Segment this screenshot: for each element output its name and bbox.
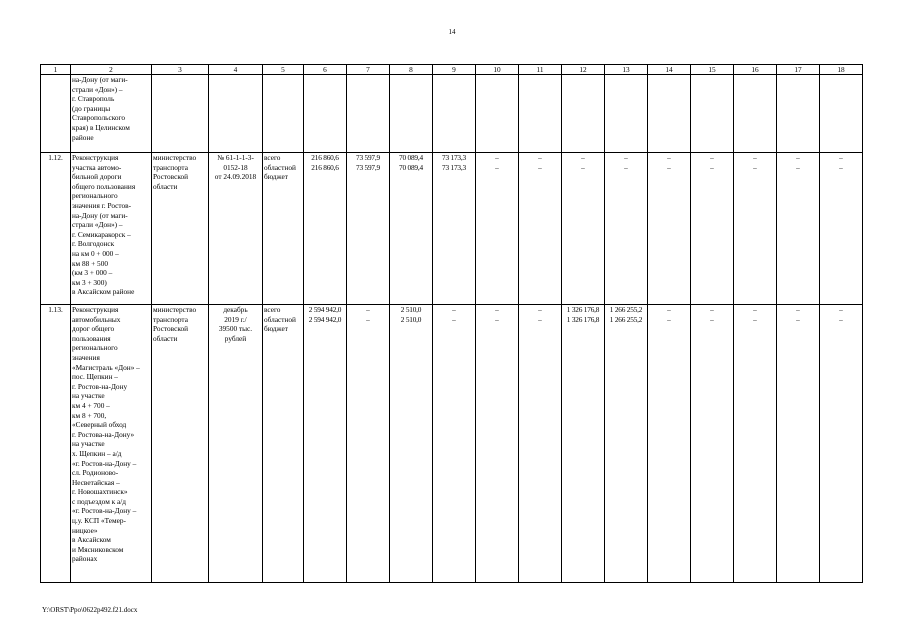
cell-num: 1.13.	[41, 305, 71, 583]
cell-value-15: – –	[691, 305, 734, 583]
cell-source: всего областной бюджет	[263, 153, 304, 305]
cell-value-8: 2 510,0 2 510,0	[390, 305, 433, 583]
cell-object-name: Реконструкция участка автомо- бильной дороги общего пользования регионального значения г. Ростов- на-Дону (от маги- страли «Дон») – г. Семикаракорск – г. Волгодонск на км 0 + 000 – км 88 + 500 (км 3 + 000 – км 3 + 300) в Аксайском районе	[71, 153, 152, 305]
header-cell: 4	[209, 65, 263, 75]
cell-value	[390, 75, 433, 153]
cell-value-9: – –	[433, 305, 476, 583]
cell-value	[476, 75, 519, 153]
cell-value-6: 216 860,6 216 860,6	[304, 153, 347, 305]
header-cell: 10	[476, 65, 519, 75]
header-cell: 16	[734, 65, 777, 75]
cell-object-name: на-Дону (от маги- страли «Дон») – г. Ставрополь (до границы Ставропольского края) в Целинском районе	[71, 75, 152, 153]
cell-value-6: 2 594 942,0 2 594 942,0	[304, 305, 347, 583]
cell-value	[347, 75, 390, 153]
cell-value	[433, 75, 476, 153]
header-cell: 1	[41, 65, 71, 75]
cell-value	[734, 75, 777, 153]
header-cell: 6	[304, 65, 347, 75]
header-cell: 9	[433, 65, 476, 75]
cell-source	[263, 75, 304, 153]
cell-doc	[209, 75, 263, 153]
header-row	[41, 65, 863, 75]
cell-value	[691, 75, 734, 153]
header-cell: 2	[71, 65, 152, 75]
cell-value	[820, 75, 863, 153]
cell-value-10: – –	[476, 305, 519, 583]
cell-value-11: – –	[519, 305, 562, 583]
cell-value	[304, 75, 347, 153]
cell-value-15: – –	[691, 153, 734, 305]
header-cell: 17	[777, 65, 820, 75]
cell-doc: № 61-1-1-3- 0152-18 от 24.09.2018	[209, 153, 263, 305]
table-row-1-12	[41, 153, 863, 305]
cell-value-17: – –	[777, 153, 820, 305]
cell-source: всего областной бюджет	[263, 305, 304, 583]
header-cell: 8	[390, 65, 433, 75]
header-cell: 12	[562, 65, 605, 75]
cell-value-10: – –	[476, 153, 519, 305]
cell-value-16: – –	[734, 153, 777, 305]
cell-value-12: 1 326 176,8 1 326 176,8	[562, 305, 605, 583]
cell-value-11: – –	[519, 153, 562, 305]
cell-object-name: Реконструкция автомобильных дорог общего пользования регионального значения «Магистраль «Дон» – пос. Щепкин – г. Ростов-на-Дону на участке км 4 + 700 – км 8 + 700, «Северный обход г. Ростова-на-Дону» на участке х. Щепкин – а/д «г. Ростов-на-Дону – сл. Родионово- Несветайская – г. Новошахтинск» с подъездом к а/д «г. Ростов-на-Дону – ц.у. КСП «Темер- ницкое» в Аксайском и Мясниковском районах	[71, 305, 152, 583]
cell-value-9: 73 173,3 73 173,3	[433, 153, 476, 305]
cell-value-13: – –	[605, 153, 648, 305]
cell-doc: декабрь 2019 г./ 39500 тыс. рублей	[209, 305, 263, 583]
cell-value-7: 73 597,9 73 597,9	[347, 153, 390, 305]
header-cell: 5	[263, 65, 304, 75]
header-cell: 11	[519, 65, 562, 75]
cell-agency	[152, 75, 209, 153]
header-cell: 15	[691, 65, 734, 75]
table-row-continuation	[41, 75, 863, 153]
budget-table	[40, 64, 863, 583]
cell-num	[41, 75, 71, 153]
cell-value	[648, 75, 691, 153]
cell-value	[562, 75, 605, 153]
cell-value	[519, 75, 562, 153]
cell-value-7: – –	[347, 305, 390, 583]
cell-value-14: – –	[648, 153, 691, 305]
page-number: 14	[448, 28, 456, 36]
table-row-1-13	[41, 305, 863, 583]
cell-value-18: – –	[820, 305, 863, 583]
footer-file-path: Y:\ORST\Ppo\0622p492.f21.docx	[42, 606, 138, 614]
header-cell: 14	[648, 65, 691, 75]
cell-num: 1.12.	[41, 153, 71, 305]
cell-agency: министерство транспорта Ростовской области	[152, 153, 209, 305]
header-cell: 3	[152, 65, 209, 75]
cell-value-17: – –	[777, 305, 820, 583]
cell-value	[777, 75, 820, 153]
cell-value-14: – –	[648, 305, 691, 583]
header-cell: 13	[605, 65, 648, 75]
cell-agency: министерство транспорта Ростовской области	[152, 305, 209, 583]
cell-value-18: – –	[820, 153, 863, 305]
cell-value-12: – –	[562, 153, 605, 305]
cell-value-8: 70 089,4 70 089,4	[390, 153, 433, 305]
header-cell: 18	[820, 65, 863, 75]
header-cell: 7	[347, 65, 390, 75]
cell-value-13: 1 266 255,2 1 266 255,2	[605, 305, 648, 583]
cell-value-16: – –	[734, 305, 777, 583]
cell-value	[605, 75, 648, 153]
